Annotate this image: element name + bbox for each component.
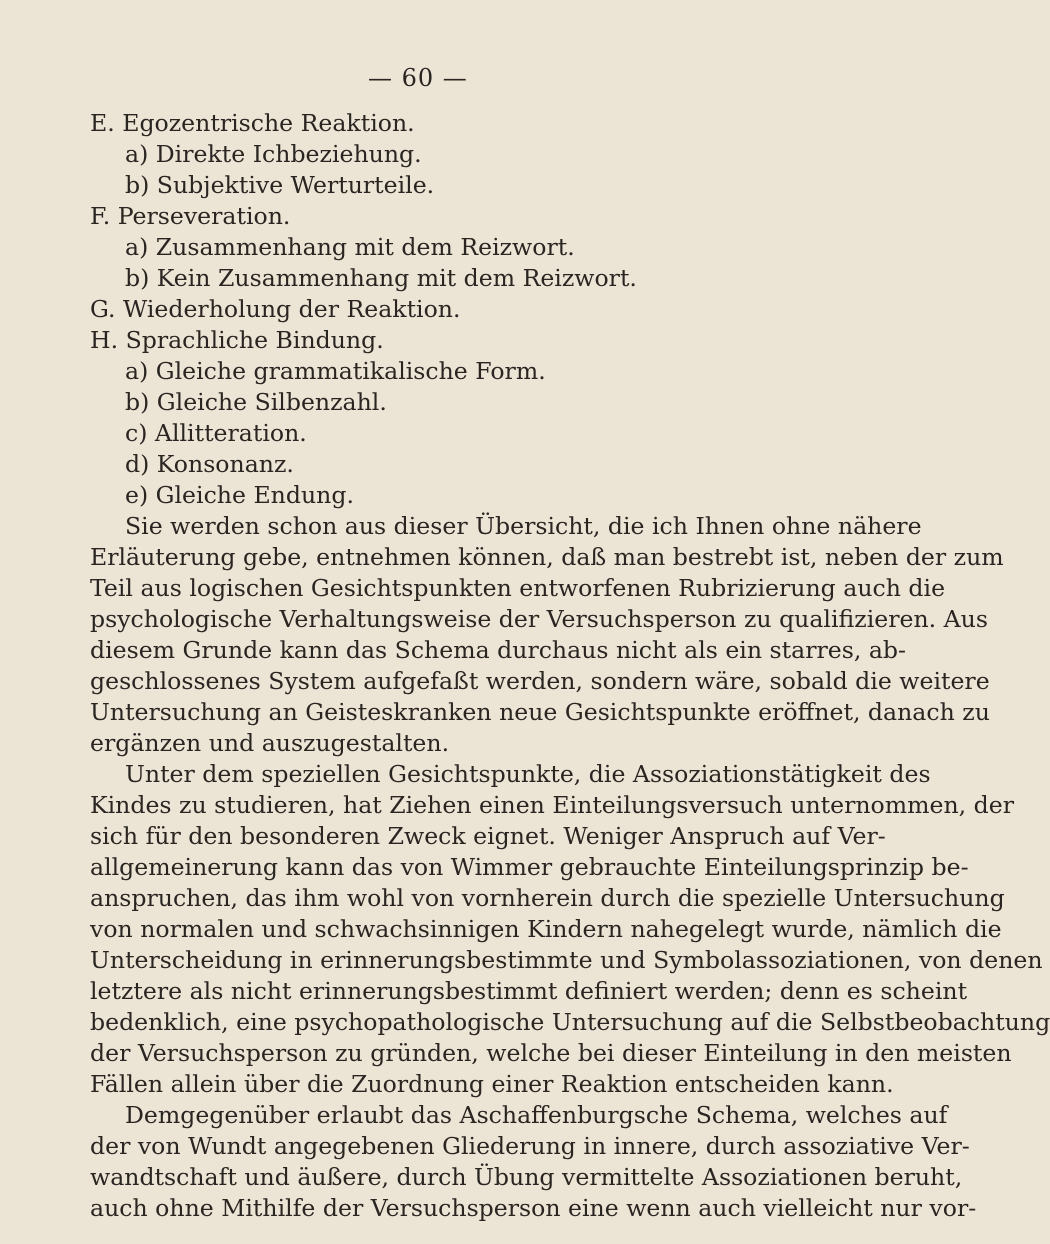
- outline-item: a) Zusammenhang mit dem Reizwort.: [125, 233, 575, 261]
- outline-heading-f: F. Perseveration.: [90, 202, 291, 230]
- paragraph-line: letztere als nicht erinnerungsbestimmt definiert werden; denn es scheint: [90, 977, 968, 1005]
- paragraph-line: der von Wundt angegebenen Gliederung in innere, durch assoziative Ver-: [90, 1132, 970, 1160]
- paragraph-line: bedenklich, eine psychopathologische Untersuchung auf die Selbstbeobachtung: [90, 1008, 1050, 1036]
- paragraph-line: Erläuterung gebe, entnehmen können, daß man bestrebt ist, neben der zum: [90, 543, 1004, 571]
- paragraph-line: Teil aus logischen Gesichtspunkten entworfenen Rubrizierung auch die: [90, 574, 946, 602]
- paragraph-line: Sie werden schon aus dieser Übersicht, die ich Ihnen ohne nähere: [125, 512, 922, 540]
- paragraph-line: sich für den besonderen Zweck eignet. Weniger Anspruch auf Ver-: [90, 822, 886, 850]
- paragraph-line: Untersuchung an Geisteskranken neue Gesichtspunkte eröffnet, danach zu: [90, 698, 990, 726]
- paragraph-line: Demgegenüber erlaubt das Aschaffenburgsche Schema, welches auf: [125, 1101, 948, 1129]
- outline-item: a) Direkte Ichbeziehung.: [125, 140, 422, 168]
- paragraph-line: psychologische Verhaltungsweise der Versuchsperson zu qualifizieren. Aus: [90, 605, 988, 633]
- paragraph-line: ergänzen und auszugestalten.: [90, 729, 450, 757]
- paragraph-line: Unterscheidung in erinnerungsbestimmte und Symbolassoziationen, von denen: [90, 946, 1043, 974]
- paragraph-line: allgemeinerung kann das von Wimmer gebrauchte Einteilungsprinzip be-: [90, 853, 969, 881]
- paragraph-line: Kindes zu studieren, hat Ziehen einen Einteilungsversuch unternommen, der: [90, 791, 1015, 819]
- paragraph-line: diesem Grunde kann das Schema durchaus nicht als ein starres, ab-: [90, 636, 906, 664]
- outline-heading-e: E. Egozentrische Reaktion.: [90, 109, 415, 137]
- paragraph-line: der Versuchsperson zu gründen, welche bei dieser Einteilung in den meisten: [90, 1039, 1012, 1067]
- outline-item: d) Konsonanz.: [125, 450, 294, 478]
- outline-item: e) Gleiche Endung.: [125, 481, 354, 509]
- paragraph-line: anspruchen, das ihm wohl von vornherein durch die spezielle Untersuchung: [90, 884, 1005, 912]
- outline-item: b) Subjektive Werturteile.: [125, 171, 435, 199]
- outline-heading-h: H. Sprachliche Bindung.: [90, 326, 384, 354]
- outline-item: b) Kein Zusammenhang mit dem Reizwort.: [125, 264, 637, 292]
- outline-item: c) Allitteration.: [125, 419, 307, 447]
- paragraph-line: wandtschaft und äußere, durch Übung vermittelte Assoziationen beruht,: [90, 1163, 963, 1191]
- paragraph-line: geschlossenes System aufgefaßt werden, sondern wäre, sobald die weitere: [90, 667, 990, 695]
- paragraph-line: von normalen und schwachsinnigen Kindern nahegelegt wurde, nämlich die: [90, 915, 1002, 943]
- paragraph-line: Unter dem speziellen Gesichtspunkte, die Assoziationstätigkeit des: [125, 760, 931, 788]
- paragraph-line: auch ohne Mithilfe der Versuchsperson eine wenn auch vielleicht nur vor-: [90, 1194, 977, 1222]
- outline-item: a) Gleiche grammatikalische Form.: [125, 357, 546, 385]
- outline-heading-g: G. Wiederholung der Reaktion.: [90, 295, 461, 323]
- outline-item: b) Gleiche Silbenzahl.: [125, 388, 387, 416]
- page-number: — 60 —: [368, 64, 468, 92]
- paragraph-line: Fällen allein über die Zuordnung einer Reaktion entscheiden kann.: [90, 1070, 894, 1098]
